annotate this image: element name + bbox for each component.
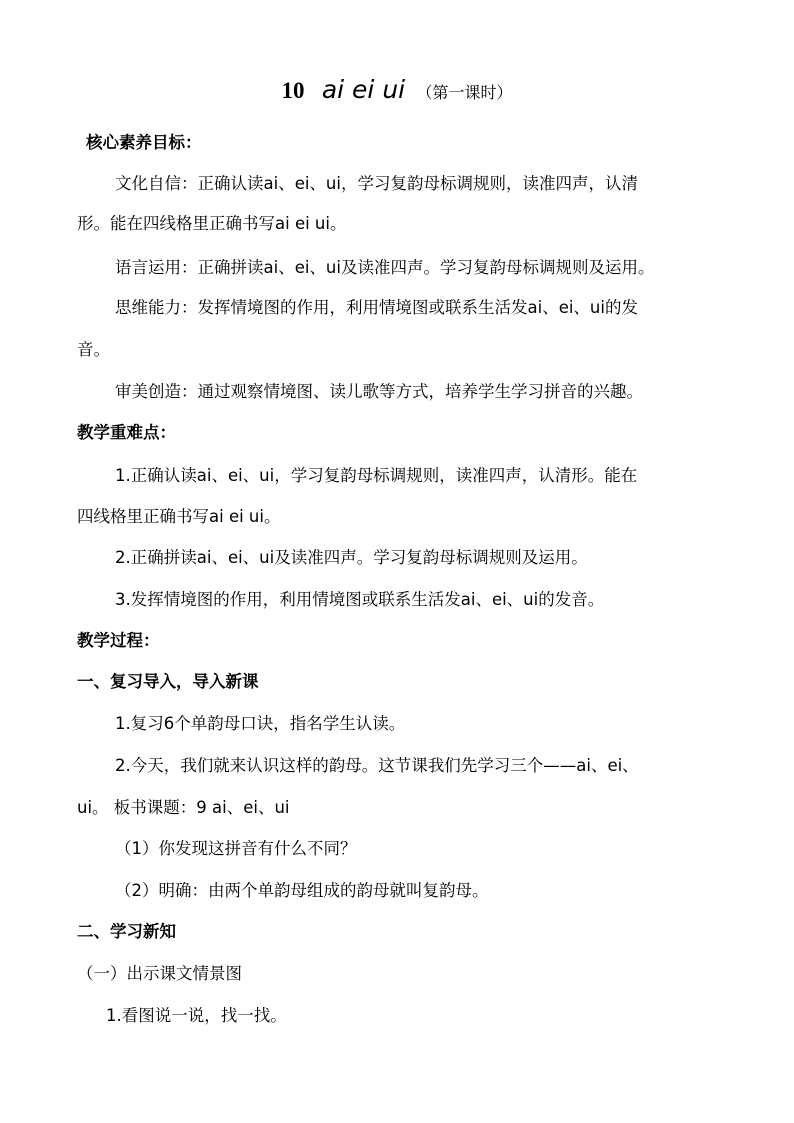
page-title (0, 72, 794, 111)
paragraph-line: （1）你发现这拼音有什么不同？ (115, 839, 357, 858)
paragraph-line: 2.正确拼读ai、ei、ui及读准四声。学习复韵母标调规则及运用。 (115, 548, 588, 567)
paragraph-line: 四线格里正确书写ai ei ui。 (77, 507, 281, 526)
paragraph-line: 1.正确认读ai、ei、ui，学习复韵母标调规则，读准四声，认清形。能在 (115, 466, 638, 485)
section-heading-new-knowledge: 二、学习新知 (77, 922, 176, 941)
heading-core-goals: 核心素养目标： (86, 133, 202, 152)
paragraph-line: ui。 板书课题：9 ai、ei、ui (77, 798, 290, 817)
lesson-pinyin: ai ei ui (321, 75, 406, 104)
paragraph-line: 2.今天，我们就来认识这样的韵母。这节课我们先学习三个——ai、ei、 (115, 756, 639, 775)
paragraph-line: 审美创造：通过观察情境图、读儿歌等方式，培养学生学习拼音的兴趣。 (115, 382, 643, 401)
paragraph-line: 1.看图说一说，找一找。 (106, 1006, 287, 1025)
heading-key-difficulties: 教学重难点： (77, 423, 176, 442)
paragraph-line: 语言运用：正确拼读ai、ei、ui及读准四声。学习复韵母标调规则及运用。 (115, 258, 655, 277)
paragraph-line: （2）明确：由两个单韵母组成的韵母就叫复韵母。 (115, 881, 489, 900)
paragraph-line: 3.发挥情境图的作用，利用情境图或联系生活发ai、ei、ui的发音。 (115, 590, 605, 609)
subsection-heading: （一）出示课文情景图 (77, 964, 242, 983)
paragraph-line: 形。能在四线格里正确书写ai ei ui。 (77, 214, 347, 233)
paragraph-line: 音。 (77, 340, 110, 359)
section-heading-review: 一、复习导入，导入新课 (77, 672, 259, 691)
paragraph-line: 文化自信：正确认读ai、ei、ui，学习复韵母标调规则，读准四声，认清 (115, 174, 638, 193)
paragraph-line: 思维能力：发挥情境图的作用，利用情境图或联系生活发ai、ei、ui的发 (115, 298, 638, 317)
lesson-number: 10 (281, 78, 305, 103)
lesson-subtitle: （第一课时） (416, 83, 513, 102)
paragraph-line: 1.复习6个单韵母口诀，指名学生认读。 (115, 714, 406, 733)
heading-teaching-process: 教学过程： (77, 631, 160, 650)
